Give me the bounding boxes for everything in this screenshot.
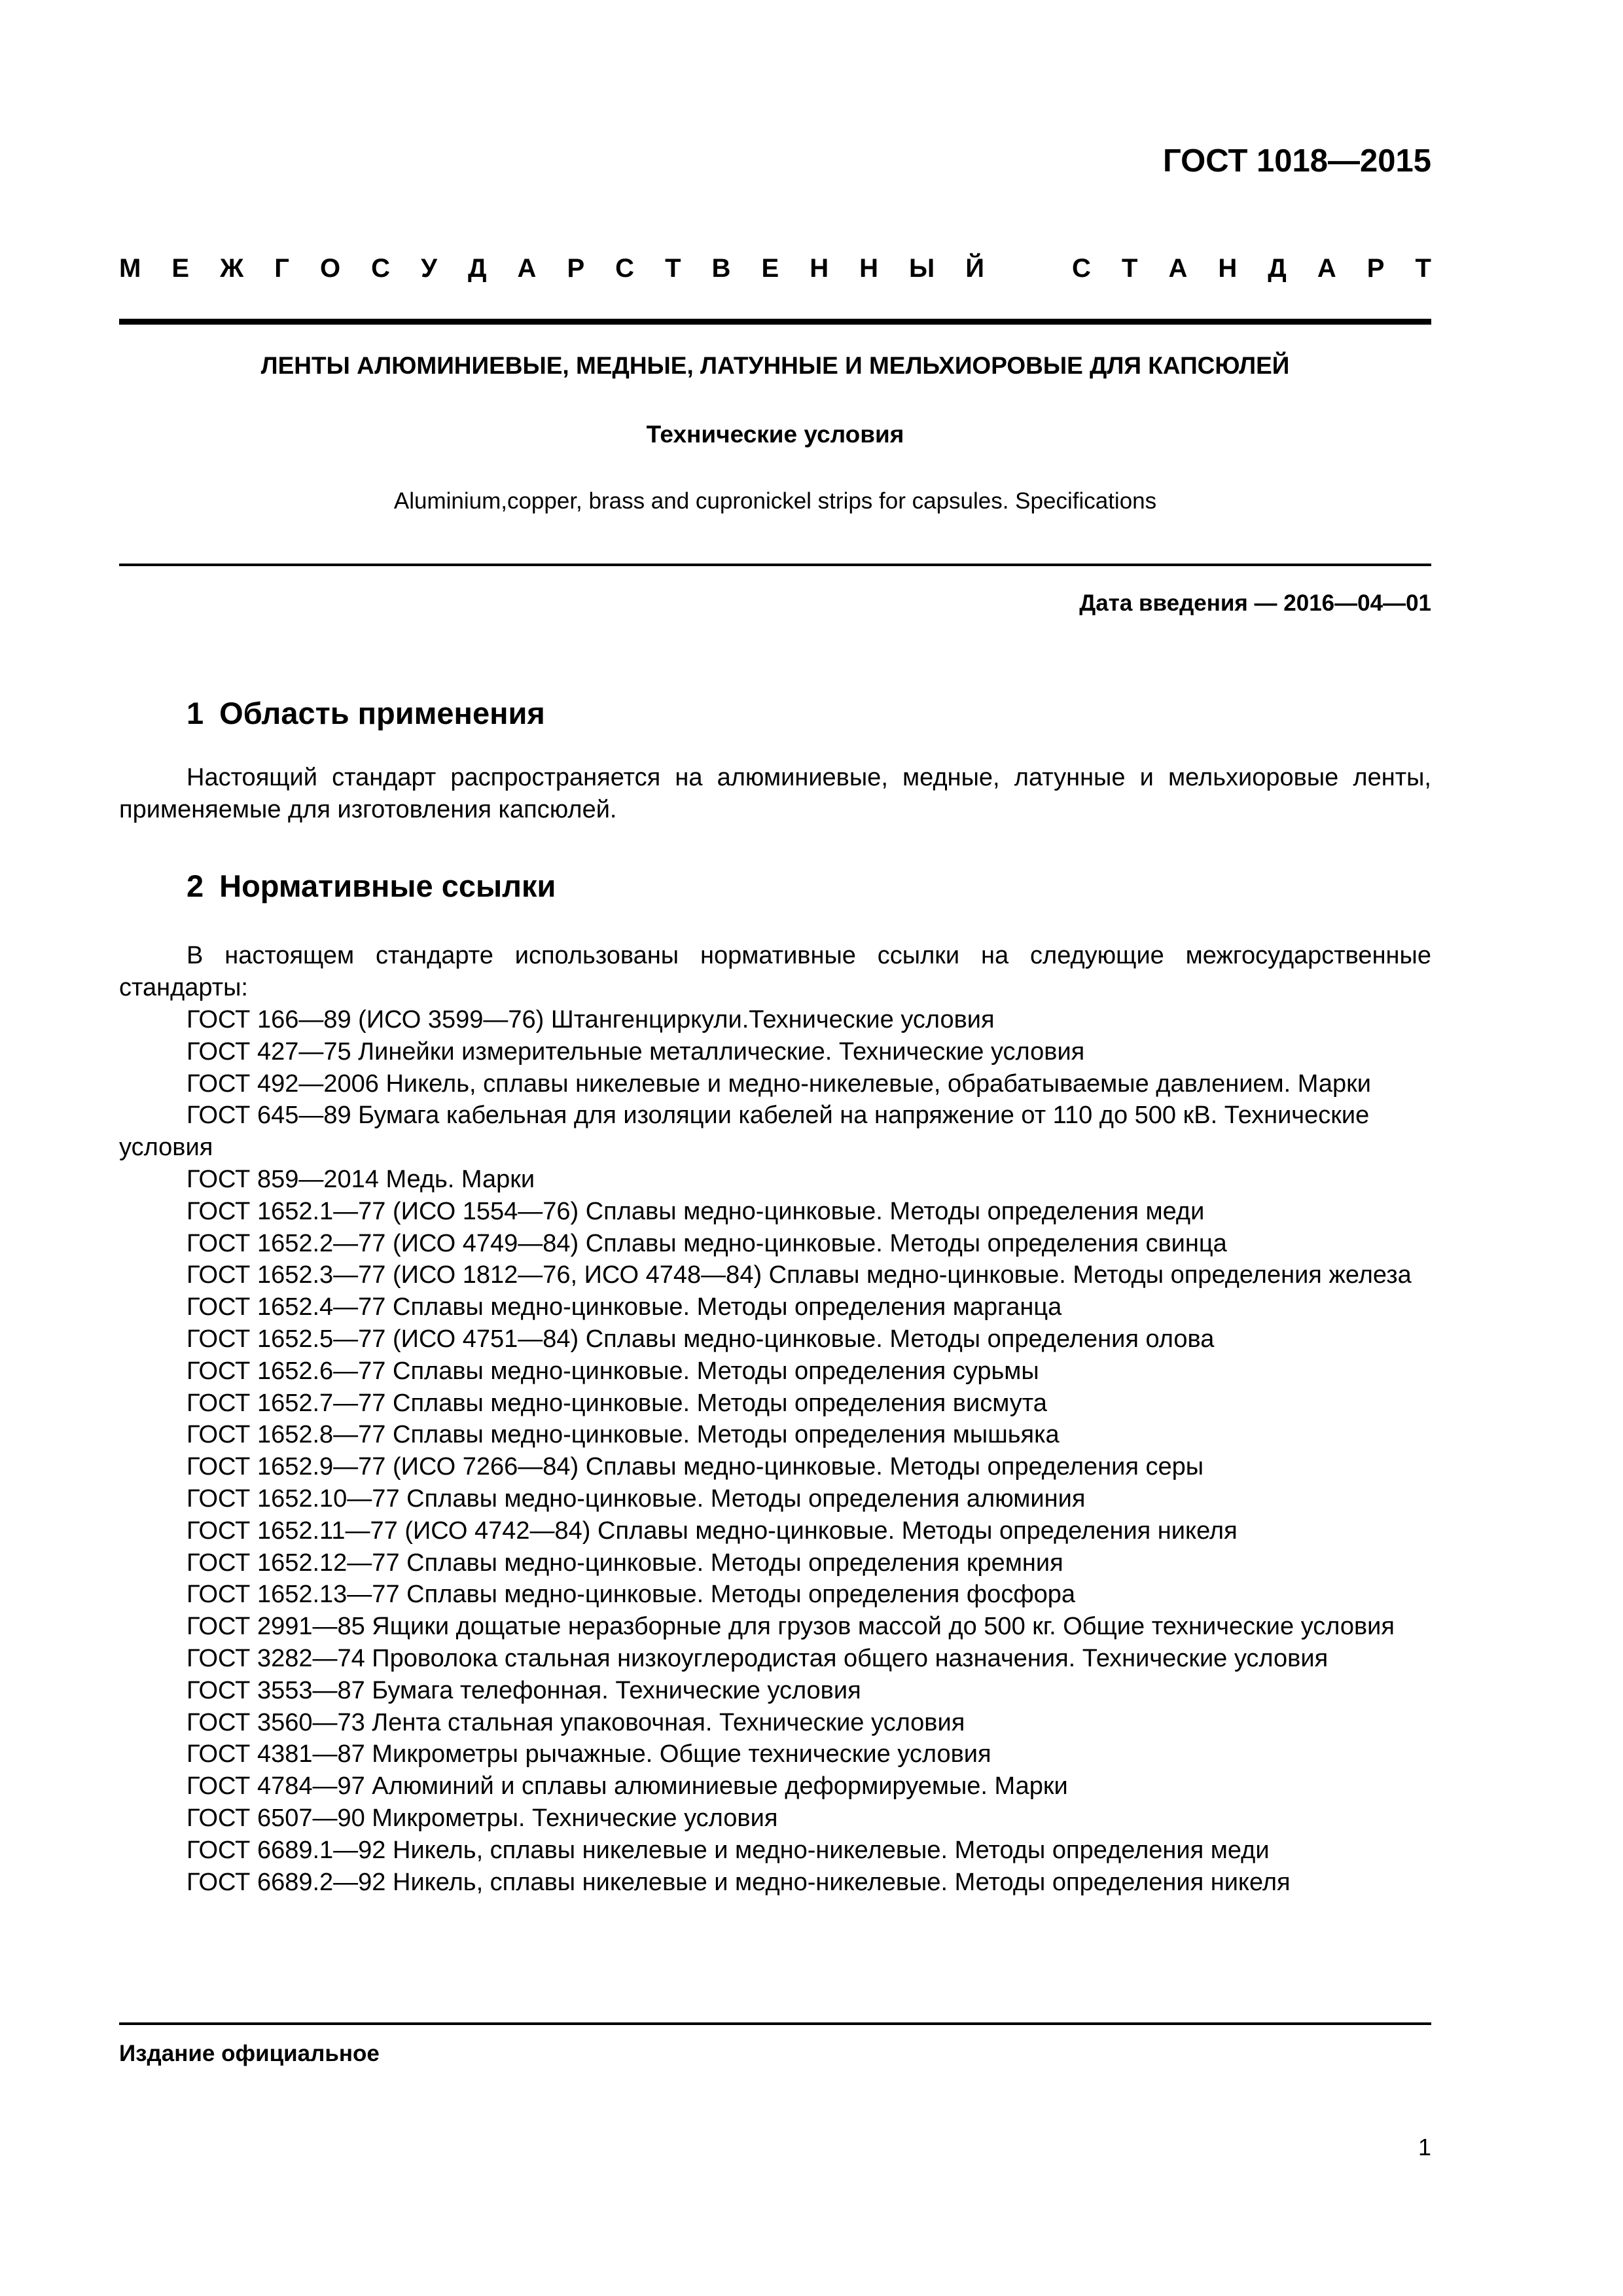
paragraph: В настоящем стандарте использованы нормативные ссылки на следующие межгосударственные стандарты: xyxy=(119,942,1431,1001)
reference-item: ГОСТ 1652.5—77 (ИСО 4751—84) Сплавы медно-цинковые. Методы определения олова xyxy=(187,1325,1215,1353)
reference-item: ГОСТ 4381—87 Микрометры рычажные. Общие технические условия xyxy=(187,1740,991,1768)
english-title: Aluminium,copper, brass and cupronickel strips for capsules. Specifications xyxy=(393,488,1157,514)
normative-references-list xyxy=(119,1004,1431,1898)
reference-item: ГОСТ 645—89 Бумага кабельная для изоляции кабелей на напряжение от 110 до 500 кВ. Технические условия xyxy=(119,1102,1370,1162)
reference-item: ГОСТ 492—2006 Никель, сплавы никелевые и медно-никелевые, обрабатываемые давлением. Марки xyxy=(187,1069,1371,1098)
introduction-date: Дата введения — 2016—04—01 xyxy=(1079,590,1431,616)
page-number: 1 xyxy=(1418,2134,1431,2161)
section-number: 2 xyxy=(187,869,204,903)
section-1-body xyxy=(119,762,1431,826)
reference-item: ГОСТ 1652.2—77 (ИСО 4749—84) Сплавы медно-цинковые. Методы определения свинца xyxy=(187,1229,1227,1257)
heading-letter: Й xyxy=(965,254,984,283)
reference-item: ГОСТ 1652.4—77 Сплавы медно-цинковые. Методы определения марганца xyxy=(187,1293,1062,1321)
reference-item: ГОСТ 1652.1—77 (ИСО 1554—76) Сплавы медно-цинковые. Методы определения меди xyxy=(187,1197,1205,1225)
reference-item: ГОСТ 3560—73 Лента стальная упаковочная. Технические условия xyxy=(187,1708,965,1736)
standard-number: ГОСТ 1018—2015 xyxy=(1163,143,1431,179)
reference-item: ГОСТ 1652.3—77 (ИСО 1812—76, ИСО 4748—84) Сплавы медно-цинковые. Методы определения железа xyxy=(187,1261,1412,1289)
section-2-heading xyxy=(187,868,556,904)
heading-letter: Д xyxy=(467,254,487,283)
heading-letter: Е xyxy=(171,254,190,283)
reference-item: ГОСТ 166—89 (ИСО 3599—76) Штангенциркули.Технические условия xyxy=(187,1006,995,1033)
official-edition-note: Издание официальное xyxy=(119,2041,380,2066)
reference-item: ГОСТ 1652.8—77 Сплавы медно-цинковые. Методы определения мышьяка xyxy=(187,1421,1060,1449)
reference-item: ГОСТ 1652.12—77 Сплавы медно-цинковые. Методы определения кремния xyxy=(187,1549,1063,1577)
heading-letter: Т xyxy=(665,254,681,283)
section-2-intro xyxy=(119,940,1431,1004)
paragraph: Настоящий стандарт распространяется на алюминиевые, медные, латунные и мельхиоровые ленты, применяемые для изготовления капсюлей. xyxy=(119,764,1431,823)
title-rule xyxy=(119,564,1431,566)
document-title: ЛЕНТЫ АЛЮМИНИЕВЫЕ, МЕДНЫЕ, ЛАТУННЫЕ И МЕЛЬХИОРОВЫЕ ДЛЯ КАПСЮЛЕЙ xyxy=(260,352,1290,379)
section-title: Область применения xyxy=(219,696,545,730)
reference-item: ГОСТ 4784—97 Алюминий и сплавы алюминиевые деформируемые. Марки xyxy=(187,1772,1068,1801)
heading-letter: Н xyxy=(1218,254,1238,283)
reference-item: ГОСТ 6689.1—92 Никель, сплавы никелевые и медно-никелевые. Методы определения меди xyxy=(187,1836,1270,1864)
reference-item: ГОСТ 1652.11—77 (ИСО 4742—84) Сплавы медно-цинковые. Методы определения никеля xyxy=(187,1516,1238,1545)
heading-letter: Ы xyxy=(909,254,935,283)
heading-letter: Ж xyxy=(220,254,244,283)
heading-letter: С xyxy=(615,254,635,283)
reference-item: ГОСТ 3553—87 Бумага телефонная. Технические условия xyxy=(187,1676,861,1704)
reference-item: ГОСТ 6689.2—92 Никель, сплавы никелевые и медно-никелевые. Методы определения никеля xyxy=(187,1868,1291,1896)
heading-letter: Е xyxy=(761,254,779,283)
heading-letter xyxy=(1015,254,1041,283)
header-rule xyxy=(119,319,1431,325)
heading-letter: У xyxy=(421,254,437,283)
heading-letter: С xyxy=(1072,254,1091,283)
reference-item: ГОСТ 1652.13—77 Сплавы медно-цинковые. Методы определения фосфора xyxy=(187,1581,1075,1609)
interstate-standard-heading xyxy=(119,254,1431,283)
heading-letter: С xyxy=(371,254,391,283)
reference-item: ГОСТ 1652.10—77 Сплавы медно-цинковые. Методы определения алюминия xyxy=(187,1484,1086,1513)
footer-rule xyxy=(119,2022,1431,2025)
reference-item: ГОСТ 1652.7—77 Сплавы медно-цинковые. Методы определения висмута xyxy=(187,1389,1047,1417)
heading-letter: Н xyxy=(810,254,829,283)
section-number: 1 xyxy=(187,696,204,730)
reference-item: ГОСТ 2991—85 Ящики дощатые неразборные для грузов массой до 500 кг. Общие технические условия xyxy=(187,1613,1395,1641)
heading-letter: А xyxy=(1317,254,1336,283)
heading-letter: Т xyxy=(1121,254,1138,283)
heading-letter: Н xyxy=(859,254,878,283)
heading-letter: Р xyxy=(567,254,585,283)
reference-item: ГОСТ 1652.6—77 Сплавы медно-цинковые. Методы определения сурьмы xyxy=(187,1357,1039,1385)
reference-item: ГОСТ 859—2014 Медь. Марки xyxy=(187,1165,535,1193)
reference-item: ГОСТ 1652.9—77 (ИСО 7266—84) Сплавы медно-цинковые. Методы определения серы xyxy=(187,1453,1204,1481)
heading-letter: В xyxy=(711,254,731,283)
heading-letter: Г xyxy=(274,254,289,283)
heading-letter: О xyxy=(319,254,341,283)
heading-letter: Д xyxy=(1268,254,1287,283)
heading-letter: А xyxy=(517,254,537,283)
heading-letter: А xyxy=(1168,254,1188,283)
reference-item: ГОСТ 6507—90 Микрометры. Технические условия xyxy=(187,1804,778,1832)
heading-letter: Р xyxy=(1366,254,1385,283)
document-subtitle: Технические условия xyxy=(646,421,904,448)
reference-item: ГОСТ 3282—74 Проволока стальная низкоуглеродистая общего назначения. Технические условия xyxy=(187,1644,1329,1672)
reference-item: ГОСТ 427—75 Линейки измерительные металлические. Технические условия xyxy=(187,1037,1085,1066)
heading-letter: М xyxy=(119,254,141,283)
heading-letter: Т xyxy=(1415,254,1431,283)
section-1-heading xyxy=(187,695,545,731)
section-title: Нормативные ссылки xyxy=(219,869,556,903)
